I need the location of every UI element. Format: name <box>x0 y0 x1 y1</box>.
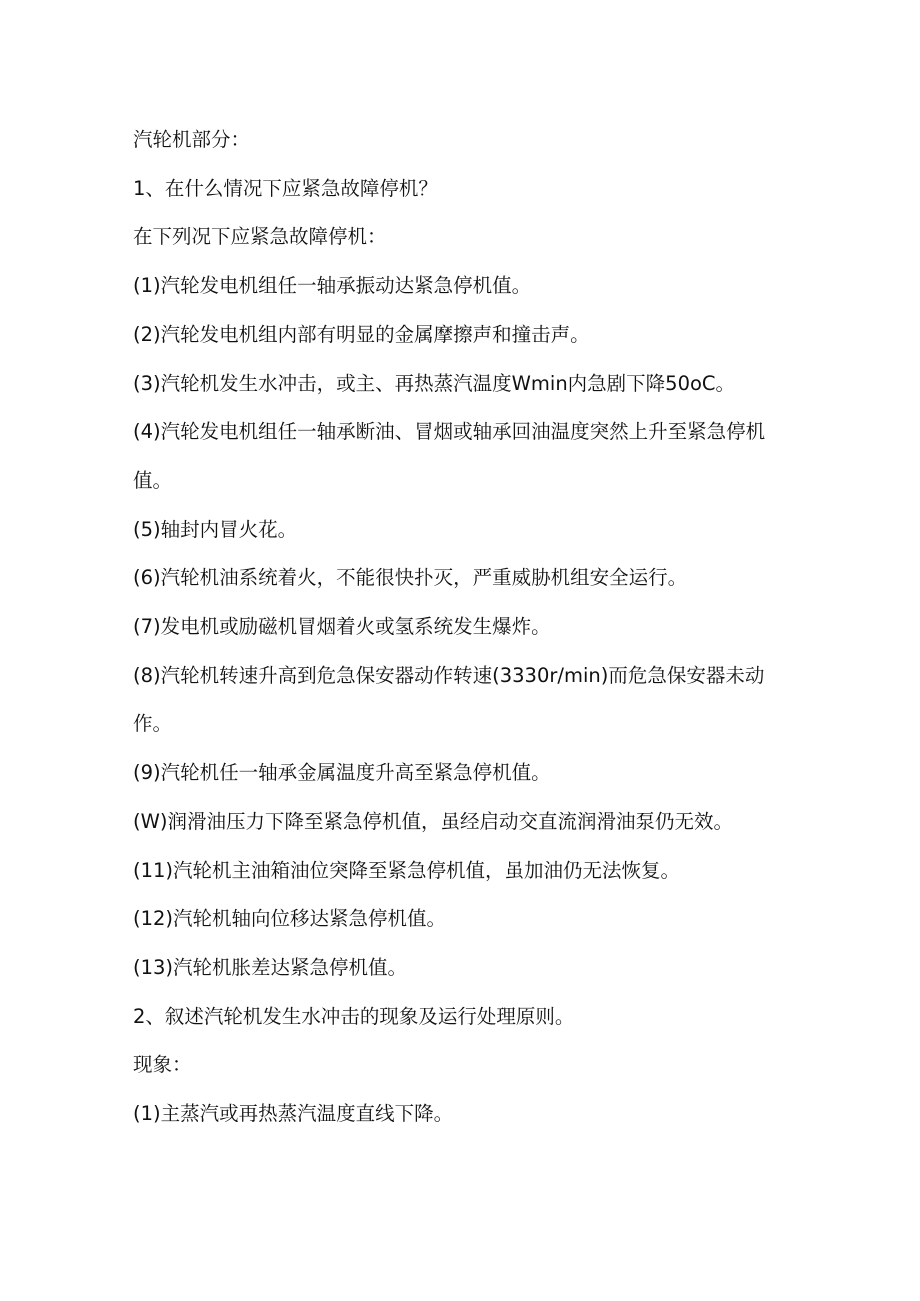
question-1: 1、在什么情况下应紧急故障停机？ <box>133 176 438 200</box>
list-item-8-continued: 作。 <box>133 712 173 736</box>
section-heading: 汽轮机部分： <box>133 128 251 151</box>
list-item-7: (7)发电机或励磁机冒烟着火或氢系统发生爆炸。 <box>133 615 551 639</box>
document-body <box>133 116 793 1139</box>
list-item-10: (W)润滑油压力下降至紧急停机值，虽经启动交直流润滑油泵仍无效。 <box>133 809 733 833</box>
list-item-13: (13)汽轮机胀差达紧急停机值。 <box>133 955 408 979</box>
list-item-6: (6)汽轮机油系统着火，不能很快扑灭，严重威胁机组安全运行。 <box>133 566 688 590</box>
list-item-9: (9)汽轮机任一轴承金属温度升高至紧急停机值。 <box>133 761 551 785</box>
list-item-3: (3)汽轮机发生水冲击，或主、再热蒸汽温度Wmin内急剧下降50oC。 <box>133 371 736 395</box>
list-item-12: (12)汽轮机轴向位移达紧急停机值。 <box>133 907 447 931</box>
phenomena-heading: 现象： <box>133 1053 192 1077</box>
answer-intro: 在下列况下应紧急故障停机： <box>133 225 387 249</box>
list-item-2: (2)汽轮发电机组内部有明显的金属摩擦声和撞击声。 <box>133 322 590 346</box>
question-2: 2、叙述汽轮机发生水冲击的现象及运行处理原则。 <box>133 1004 575 1028</box>
list-item-8: (8)汽轮机转速升高到危急保安器动作转速(3330r/min)而危急保安器未动 <box>133 663 765 687</box>
list-item-4: (4)汽轮发电机组任一轴承断油、冒烟或轴承回油温度突然上升至紧急停机 <box>133 420 766 444</box>
phenomena-item-1: (1)主蒸汽或再热蒸汽温度直线下降。 <box>133 1102 454 1126</box>
list-item-4-continued: 值。 <box>133 468 173 492</box>
list-item-5: (5)轴封内冒火花。 <box>133 517 298 541</box>
list-item-11: (11)汽轮机主油箱油位突降至紧急停机值，虽加油仍无法恢复。 <box>133 858 681 882</box>
list-item-1: (1)汽轮发电机组任一轴承振动达紧急停机值。 <box>133 274 532 298</box>
